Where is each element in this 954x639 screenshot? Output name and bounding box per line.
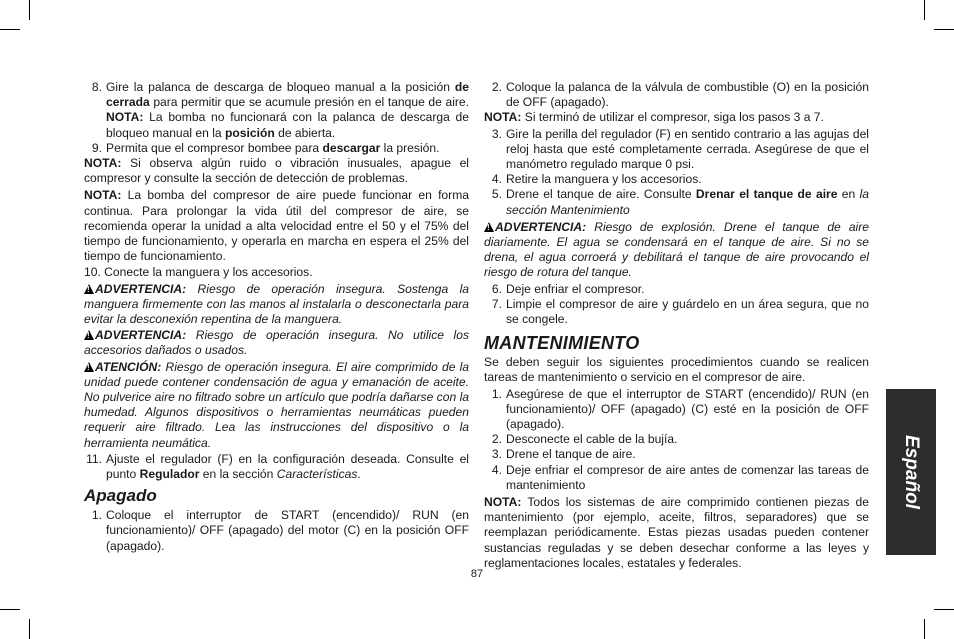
item-text: Desconecte el cable de la bujía. <box>506 432 678 447</box>
item-text: Limpie el compresor de aire y guárdelo en un área segura, que no se congele. <box>506 296 869 327</box>
item-number: 4. <box>491 172 502 187</box>
item-text: Drene el tanque de aire. <box>506 447 636 462</box>
item-number: 11. <box>86 451 102 466</box>
warning-paragraph: !ADVERTENCIA: Riesgo de operación insegura. Sostenga la manguera firmemente con las manos al instalarla o desconectarla para evitar la desconexión repentina de la manguera. <box>84 282 469 328</box>
list-item <box>84 141 469 156</box>
step-paragraph: 10. Conecte la manguera y los accesorios. <box>84 265 313 280</box>
crop-mark <box>934 609 954 610</box>
item-text: Gire la perilla del regulador (F) en sentido contrario a las agujas del reloj hasta que esté completamente cerrada. Asegúrese de que el manómetro regulado marque 0 psi. <box>506 126 869 172</box>
crop-mark <box>29 0 30 20</box>
list-item <box>484 387 869 433</box>
list-item <box>484 127 869 173</box>
warning-paragraph: !ADVERTENCIA: Riesgo de explosión. Drene el tanque de aire diariamente. El agua se condensará en el tanque de aire. Si no se drena, el agua corroerá y debilitará el tanque de aire provocando el riesgo de rotura del tanque. <box>484 220 869 281</box>
warning-paragraph: !ADVERTENCIA: Riesgo de operación insegura. No utilice los accesorios dañados o usados. <box>84 328 469 358</box>
note-paragraph: NOTA: Si terminó de utilizar el compresor, siga los pasos 3 a 7. <box>484 110 824 125</box>
list-item <box>484 80 869 110</box>
item-text: Permita que el compresor bombee para descargar la presión. <box>106 140 440 155</box>
list-item <box>484 297 869 327</box>
item-text: Asegúrese de que el interruptor de START (encendido)/ RUN (en funcionamiento)/ OFF (apagado) (C) esté en la posición de OFF (apagado). <box>506 386 869 432</box>
item-number: 2. <box>491 80 502 94</box>
item-number: 6. <box>491 281 502 296</box>
page-number: 87 <box>470 568 484 580</box>
item-number: 1. <box>491 386 502 401</box>
left-column <box>84 80 469 554</box>
crop-mark <box>29 619 30 639</box>
item-text: Coloque la palanca de la válvula de combustible (O) en la posición de OFF (apagado). <box>506 80 869 110</box>
item-text: Ajuste el regulador (F) en la configuración deseada. Consulte el punto Regulador en la sección Características. <box>106 451 469 482</box>
warning-triangle-icon <box>484 222 494 232</box>
item-number: 2. <box>491 432 502 447</box>
caution-paragraph: !ATENCIÓN: Riesgo de operación insegura. El aire comprimido de la unidad puede contener condensación de agua y emanación de aceite. No pulverice aire no filtrado sobre un artículo que podría dañarse con la humedad. Algunos dispositivos o herramientas neumáticas pueden requerir aire filtrado. Lea las instrucciones del dispositivo o la herramienta neumática. <box>84 360 469 451</box>
list-item <box>484 282 869 297</box>
warning-triangle-icon <box>84 284 94 294</box>
item-number: 9. <box>91 140 102 155</box>
list-item <box>484 187 869 217</box>
item-number: 3. <box>491 447 502 462</box>
language-tab <box>886 389 936 555</box>
intro-paragraph: Se deben seguir los siguientes procedimientos cuando se realicen tareas de mantenimiento o servicio en el compresor de aire. <box>484 355 869 385</box>
crop-mark <box>924 619 925 639</box>
item-text: Deje enfriar el compresor. <box>506 281 645 296</box>
warning-triangle-icon <box>84 362 94 372</box>
item-text: Gire la palanca de descarga de bloqueo manual a la posición de cerrada para permitir que se acumule presión en el tanque de aire. NOTA: La bomba no funcionará con la palanca de descarga de bloqueo manual en la posición de abierta. <box>106 80 469 140</box>
item-number: 7. <box>491 296 502 311</box>
item-number: 4. <box>491 462 502 477</box>
item-text: Retire la manguera y los accesorios. <box>506 172 702 187</box>
warning-triangle-icon <box>84 330 94 340</box>
crop-mark <box>0 609 20 610</box>
crop-mark <box>0 29 20 30</box>
item-number: 8. <box>91 80 102 94</box>
right-column <box>484 80 869 572</box>
note-paragraph: NOTA: La bomba del compresor de aire puede funcionar en forma continua. Para prolongar la vida útil del compresor de aire, se recomienda operar la unidad a alta velocidad entre el 50 y el 75% del tiempo de funcionamiento, y operarla en marcha en espera el 25% del tiempo de funcionamiento. <box>84 188 469 264</box>
section-heading-apagado: Apagado <box>84 486 157 506</box>
item-text: Coloque el interruptor de START (encendido)/ RUN (en funcionamiento)/ OFF (apagado) del motor (C) en la posición OFF (apagado). <box>106 508 469 553</box>
list-item <box>484 432 869 447</box>
crop-mark <box>924 0 925 20</box>
note-paragraph: NOTA: Si observa algún ruido o vibración inusuales, apague el compresor y consulte la sección de detección de problemas. <box>84 156 469 186</box>
item-number: 1. <box>91 508 102 523</box>
item-number: 5. <box>491 187 502 202</box>
language-tab-label: Español <box>901 435 922 509</box>
item-text: Deje enfriar el compresor de aire antes de comenzar las tareas de mantenimiento <box>506 462 869 492</box>
section-heading-mantenimiento: MANTENIMIENTO <box>484 333 640 354</box>
crop-mark <box>934 29 954 30</box>
list-item <box>84 508 469 554</box>
item-number: 3. <box>491 126 502 141</box>
list-item <box>84 452 469 482</box>
list-item <box>84 80 469 141</box>
note-paragraph: NOTA: Todos los sistemas de aire comprimido contienen piezas de mantenimiento (por ejemplo, aceite, filtros, separadores) que se reemplazan periódicamente. Estas piezas usadas pueden contener sustancias reguladas y se deben desechar conforme a las leyes y reglamentaciones locales, estatales y federales. <box>484 495 869 570</box>
list-item <box>484 172 869 187</box>
item-text: Drene el tanque de aire. Consulte Drenar el tanque de aire en la sección Mantenimiento <box>506 187 869 217</box>
list-item <box>484 463 869 493</box>
list-item <box>484 447 869 462</box>
